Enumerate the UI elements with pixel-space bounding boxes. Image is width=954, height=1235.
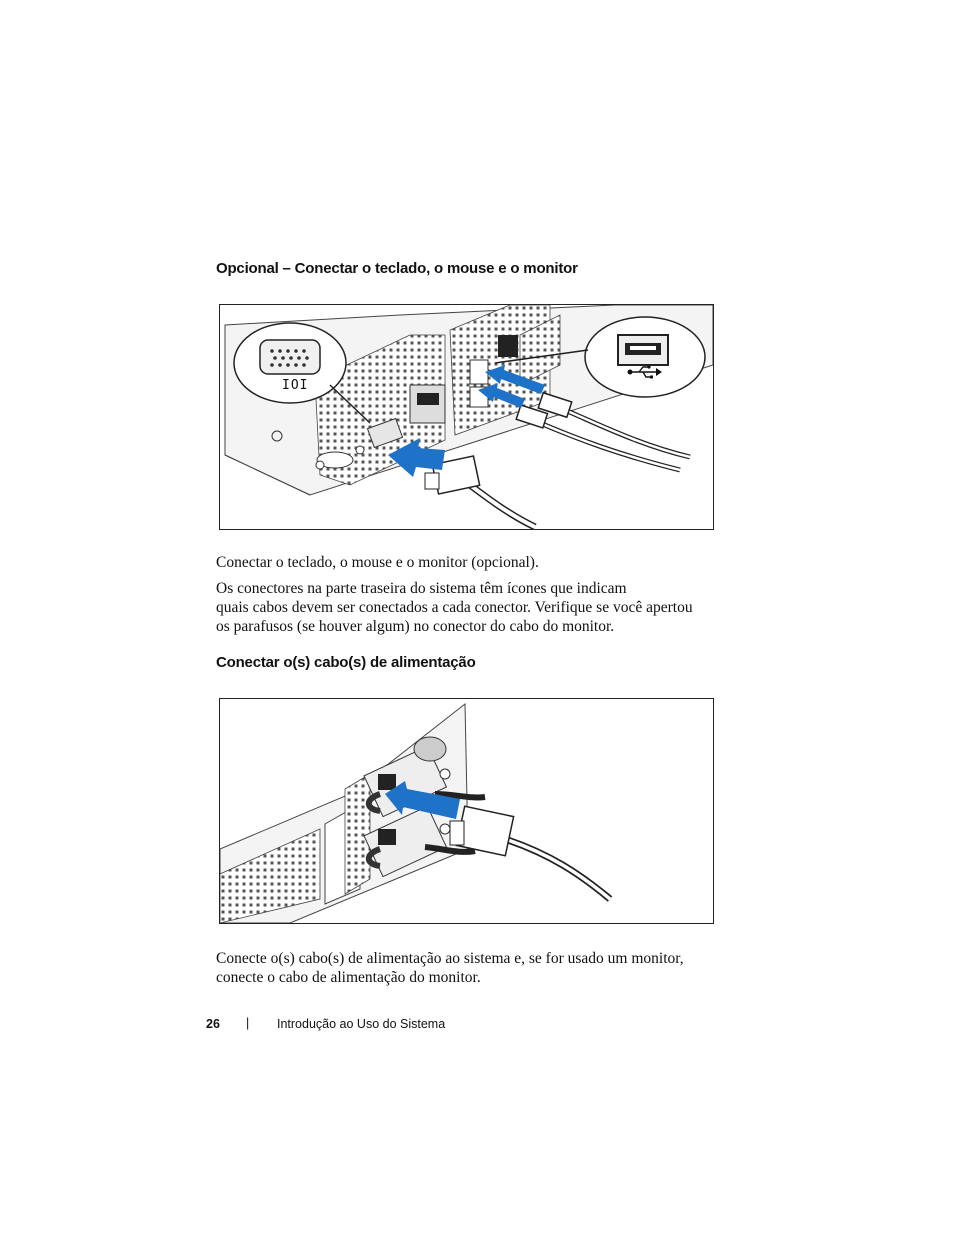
paragraph-line: Conecte o(s) cabo(s) de alimentação ao sistema e, se for usado um monitor, (216, 950, 684, 967)
figure-power-cables (219, 698, 714, 924)
paragraph-line: Os conectores na parte traseira do sistema têm ícones que indicam (216, 580, 627, 597)
section-heading-keyboard-mouse-monitor: Opcional – Conectar o teclado, o mouse e o monitor (216, 260, 578, 277)
usb-icon (627, 364, 663, 385)
paragraph-power-cables (216, 949, 716, 987)
illustration-power-supply-connection (220, 699, 713, 923)
section-heading-power-cables: Conectar o(s) cabo(s) de alimentação (216, 654, 476, 671)
footer-separator: | (246, 1016, 250, 1030)
figure-caption-keyboard-mouse-monitor: Conectar o teclado, o mouse e o monitor (opcional). (216, 554, 539, 571)
vga-connector-icon: IOI (282, 378, 309, 393)
footer-title: Introdução ao Uso do Sistema (277, 1017, 446, 1031)
paragraph-line: quais cabos devem ser conectados a cada conector. Verifique se você apertou (216, 599, 693, 616)
page-number: 26 (206, 1017, 220, 1031)
paragraph-connector-icons (216, 579, 716, 636)
paragraph-line: os parafusos (se houver algum) no conector do cabo do monitor. (216, 618, 615, 635)
paragraph-line: conecte o cabo de alimentação do monitor. (216, 969, 481, 986)
figure-keyboard-mouse-monitor (219, 304, 714, 530)
illustration-rear-panel-connectors (220, 305, 713, 529)
